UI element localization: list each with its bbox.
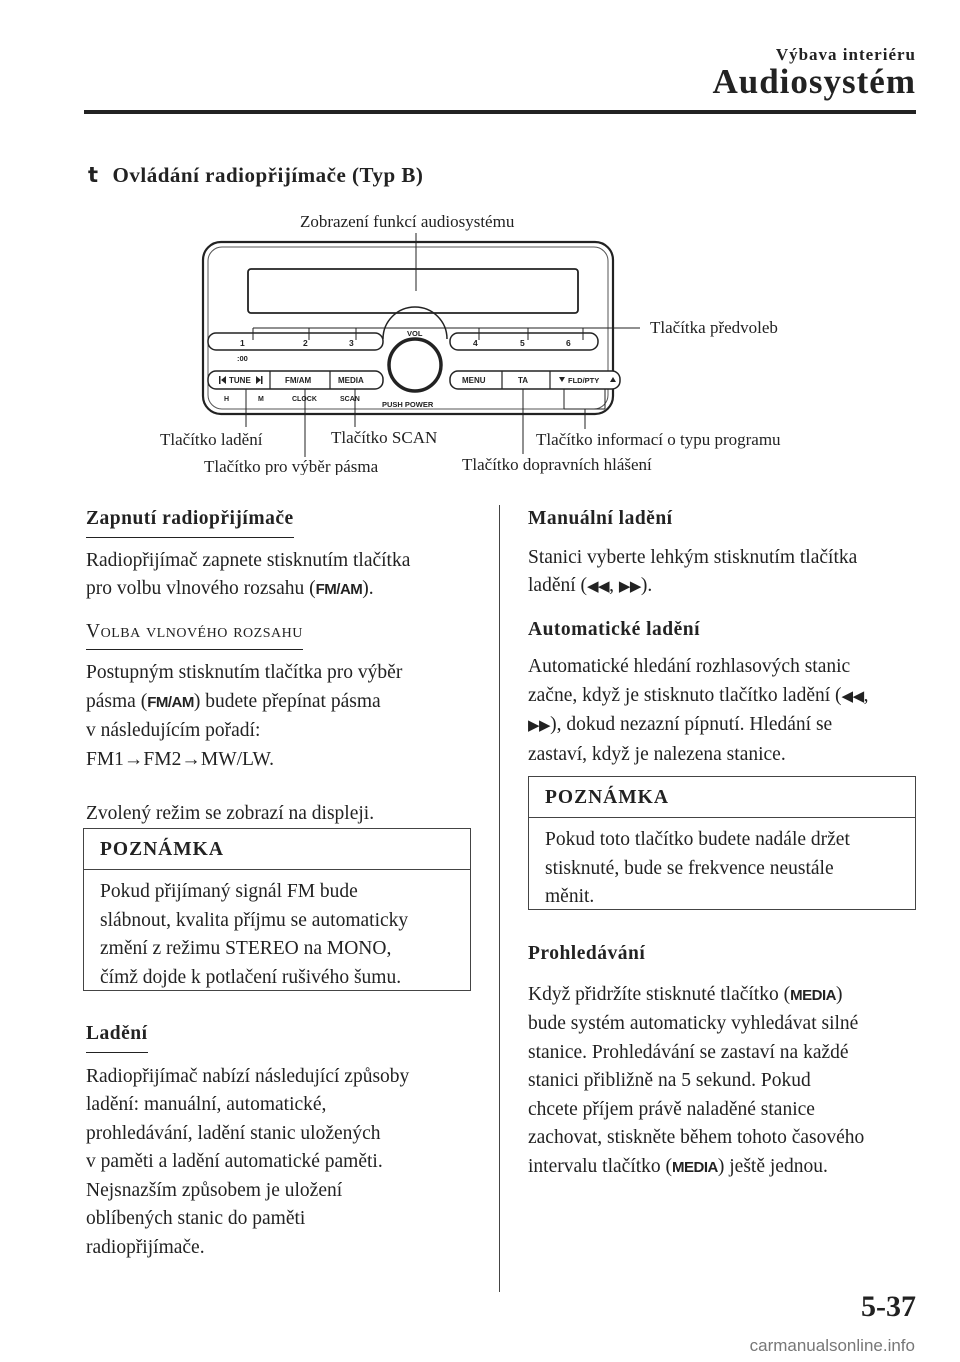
radio-diagram [150,205,830,475]
media-key-icon: MEDIA [790,986,836,1004]
heading-scan: Prohledávání [528,943,646,964]
scan-text-1a: Když přidržíte stisknuté tlačítko ( [528,983,791,1005]
note-box-hold [528,776,916,910]
preset-3: 3 [349,338,354,348]
scan-label: SCAN [340,396,360,403]
heading-power-on: Zapnutí radiopřijímače [86,505,294,538]
tuning-line: Nejsnazším způsobem je uložení [86,1179,343,1201]
fldpty-label: FLD/PTY [568,376,600,385]
media-label: MEDIA [338,376,364,385]
note-line: Pokud toto tlačítko budete nadále držet [545,829,850,850]
clock-00-label: :00 [237,354,248,363]
preset-4: 4 [473,338,478,348]
scan-text-1b: ) [835,983,843,1005]
auto-text-4: zastaví, když je nalezena stanice. [528,743,786,765]
note-title: POZNÁMKA [84,829,470,870]
scan-text-4: stanici přibližně na 5 sekund. Pokud [528,1070,811,1091]
scan-text-2: bude systém automaticky vyhledávat silné [528,1013,859,1034]
media-key-icon-2: MEDIA [672,1158,718,1176]
seek-back-icon-2: ◀◀ [841,687,864,705]
scan-text-6: zachovat, stiskněte během tohoto časového [528,1127,865,1148]
display-mode-text: Zvolený režim se zobrazí na displeji. [86,803,375,824]
callout-pty: Tlačítko informací o typu programu [536,430,781,449]
manual-text-2a: ladění ( [528,575,588,596]
vol-label: VOL [407,329,423,338]
m-label: M [258,396,264,403]
seek-back-icon: ◀◀ [587,578,610,595]
auto-text-1: Automatické hledání rozhlasových stanic [528,656,851,677]
header-title: Audiosystém [712,62,916,101]
heading-band-select: Volba vlnového rozsahu [86,618,303,651]
tuning-line: Radiopřijímač nabízí následující způsoby [86,1065,410,1087]
volume-knob [389,339,441,391]
watermark: carmanualsonline.info [749,1336,915,1355]
note-line: Pokud přijímaný signál FM bude [100,881,358,902]
note-line: čímž dojde k potlačení rušivého šumu. [100,966,402,988]
scan-text-7b: ) ještě jednou. [717,1155,828,1177]
power-on-text-2: pro volbu vlnového rozsahu ( [86,578,316,599]
manual-text-2c: ). [640,575,653,596]
note-box-fm [83,828,471,991]
right-column-lower [528,940,923,1182]
tuning-line: prohledávání, ladění stanic uložených [86,1122,381,1144]
tuning-line: v paměti a ladění automatické paměti. [86,1151,383,1172]
preset-1: 1 [240,338,245,348]
scan-text-5: chcete příjem právě naladěné stanice [528,1098,815,1120]
preset-6: 6 [566,338,571,348]
auto-text-3: ), dokud nezazní pípnutí. Hledání se [550,714,833,735]
section-bullet: t [88,163,99,187]
callout-scan: Tlačítko SCAN [331,428,438,447]
right-column [528,505,923,769]
presets-left-bar [208,333,383,350]
band-sequence: FM1→FM2→MW/LW. [86,748,274,770]
clock-label: CLOCK [292,396,317,403]
fmam-key-icon: FM/AM [315,581,363,598]
fmam-key-icon-2: FM/AM [147,693,194,711]
page-number: 5-37 [861,1290,916,1323]
band-text-1: Postupným stisknutím tlačítka pro výběr [86,662,403,683]
header-section: Výbava interiéru [775,45,916,64]
manual-text-1: Stanici vyberte lehkým stisknutím tlačítka [528,546,858,568]
note-line: změní z režimu STEREO na MONO, [100,938,392,959]
h-label: H [224,396,230,403]
tuning-line: ladění: manuální, automatické, [86,1094,327,1115]
menu-label: MENU [462,376,486,385]
callout-presets: Tlačítka předvoleb [650,318,778,337]
push-power-label: PUSH POWER [382,400,434,409]
header-rule [84,110,916,114]
ta-label: TA [518,376,529,385]
power-on-text-3: ). [362,578,374,599]
note-line: slábnout, kvalita příjmu se automaticky [100,909,409,931]
seek-forward-icon: ▶▶ [618,578,641,595]
fmam-label: FM/AM [285,376,312,385]
band-text-3: v následujícím pořadí: [86,720,261,741]
preset-5: 5 [520,338,525,348]
tune-label: TUNE [229,376,251,385]
callout-band: Tlačítko pro výběr pásma [204,457,379,475]
callout-ta: Tlačítko dopravních hlášení [462,455,652,474]
section-title-text: Ovládání radiopřijímače (Typ B) [112,163,424,187]
left-column [86,505,476,829]
scan-text-3: stanice. Prohledávání se zastaví na každé [528,1041,849,1063]
callout-display: Zobrazení funkcí audiosystému [300,212,515,231]
preset-2: 2 [303,338,308,348]
callout-tune: Tlačítko ladění [160,430,263,449]
note-line: měnit. [545,886,595,907]
band-text-2b: ) budete přepínat pásma [193,690,381,712]
seek-forward-icon-2: ▶▶ [528,717,551,734]
heading-manual-tuning: Manuální ladění [528,508,673,529]
auto-text-2a: začne, když je stisknuto tlačítko ladění ( [528,684,842,706]
auto-text-2b: , [863,684,869,706]
section-title [88,163,423,188]
tuning-line: radiopřijímače. [86,1236,205,1258]
tuning-line: oblíbených stanic do paměti [86,1208,306,1229]
manual-text-2b: , [609,575,619,596]
note-title-2: POZNÁMKA [529,777,915,818]
power-on-text-1: Radiopřijímač zapnete stisknutím tlačítka [86,549,411,571]
band-text-2a: pásma ( [86,690,148,712]
scan-text-7a: intervalu tlačítko ( [528,1155,673,1177]
heading-tuning: Ladění [86,1020,148,1053]
note-line: stisknuté, bude se frekvence neustále [545,857,834,879]
heading-auto-tuning: Automatické ladění [528,618,701,640]
column-divider [499,505,500,1292]
left-column-lower [86,1020,476,1262]
